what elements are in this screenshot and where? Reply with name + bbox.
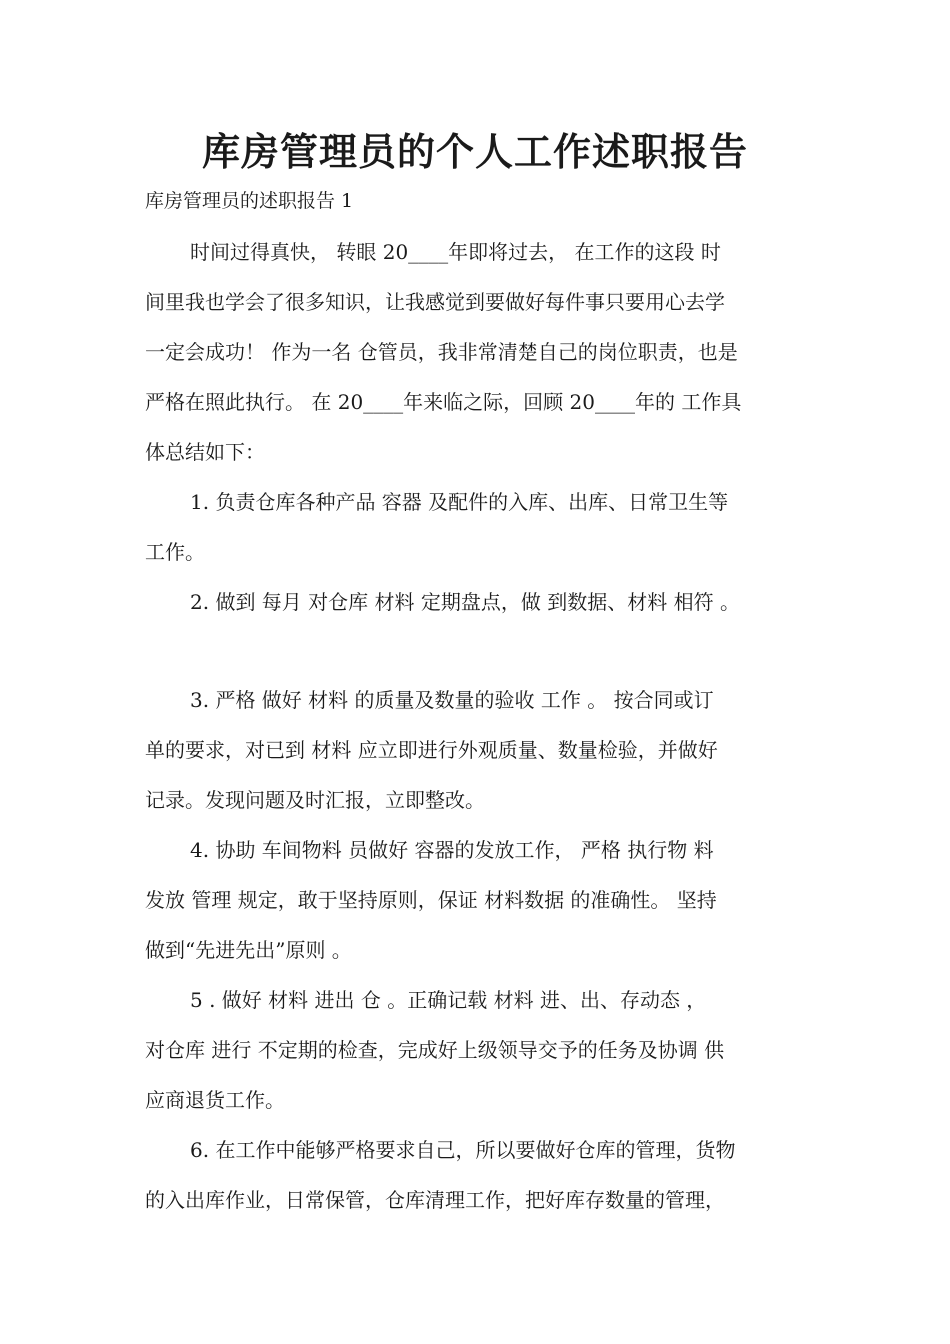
paragraph-line: 4. 协助 车间物料 员做好 容器的发放工作， 严格 执行物 料 (190, 838, 714, 862)
paragraph-line: 5 . 做好 材料 进出 仓 。正确记载 材料 进、出、存动态 ， (190, 988, 707, 1012)
paragraph-line: 严格在照此执行。 在 20____年来临之际，回顾 20____年的 工作具 (145, 390, 742, 414)
paragraph-line: 工作。 (145, 540, 205, 564)
paragraph-line: 单的要求，对已到 材料 应立即进行外观质量、数量检验，并做好 (145, 738, 718, 762)
document-subtitle: 库房管理员的述职报告 1 (145, 190, 354, 212)
paragraph-line: 时间过得真快， 转眼 20____年即将过去， 在工作的这段 时 (190, 240, 721, 264)
paragraph-line: 间里我也学会了很多知识，让我感觉到要做好每件事只要用心去学 (145, 290, 725, 314)
paragraph-line: 应商退货工作。 (145, 1088, 285, 1112)
document-title: 库房管理员的个人工作述职报告 (201, 129, 748, 174)
paragraph-line: 的入出库作业，日常保管，仓库清理工作，把好库存数量的管理， (145, 1188, 725, 1212)
paragraph-line: 一定会成功！ 作为一名 仓管员，我非常清楚自己的岗位职责，也是 (145, 340, 738, 364)
paragraph-line: 记录。发现问题及时汇报，立即整改。 (145, 788, 485, 812)
paragraph-line: 1. 负责仓库各种产品 容器 及配件的入库、出库、日常卫生等 (190, 490, 729, 514)
paragraph-line: 发放 管理 规定，敢于坚持原则，保证 材料数据 的准确性。 坚持 (145, 888, 717, 912)
paragraph-line: 6. 在工作中能够严格要求自己，所以要做好仓库的管理，货物 (190, 1138, 736, 1162)
paragraph-line: 2. 做到 每月 对仓库 材料 定期盘点，做 到数据、材料 相符 。 (190, 590, 740, 614)
paragraph-line: 对仓库 进行 不定期的检查，完成好上级领导交予的任务及协调 供 (145, 1038, 725, 1062)
paragraph-line: 体总结如下： (145, 440, 265, 464)
paragraph-line: 3. 严格 做好 材料 的质量及数量的验收 工作 。 按合同或订 (190, 688, 714, 712)
paragraph-line: 做到“先进先出”原则 。 (145, 938, 352, 962)
